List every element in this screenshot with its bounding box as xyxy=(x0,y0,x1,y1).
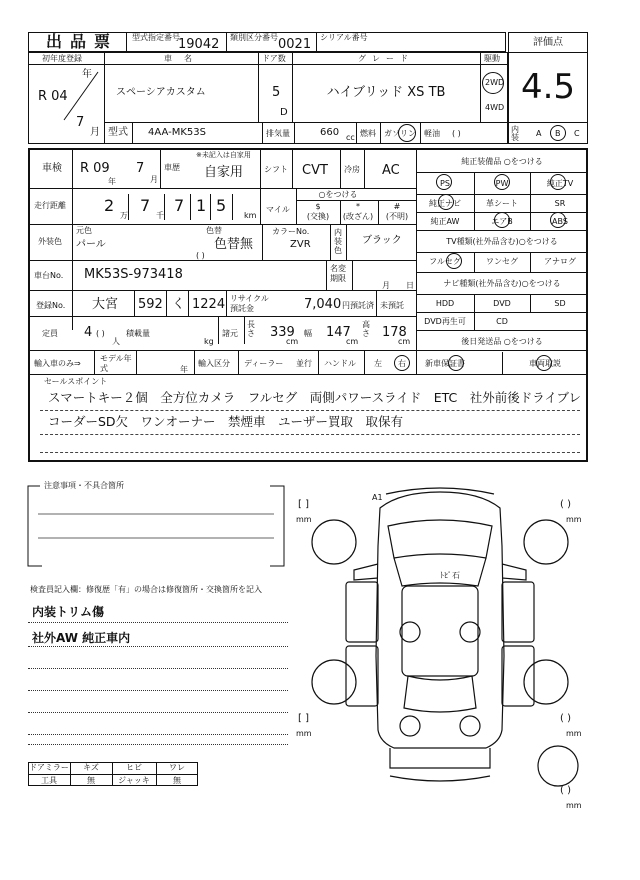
mileage-man: 万 xyxy=(120,211,128,220)
sekisai-kg: kg xyxy=(204,337,214,346)
capacity-value: 4 xyxy=(84,325,93,340)
serial-label: シリアル番号 xyxy=(320,33,368,42)
navi-dvd: DVD xyxy=(493,299,511,308)
naisou-value: ブラック xyxy=(362,235,402,246)
taka-value: 178 xyxy=(382,325,407,340)
legend-h4: ワレ xyxy=(169,763,185,772)
import-kubun-label: 輸入区分 xyxy=(198,359,230,368)
legend-r1: 工具 xyxy=(41,776,57,785)
grade-label: グレード xyxy=(358,54,414,63)
equip-navi: 純正ナビ xyxy=(429,199,461,208)
capacity-label: 定員 xyxy=(42,329,58,338)
mileage-d5: 5 xyxy=(216,196,227,215)
notes-line2: 社外AW 純正車内 xyxy=(32,631,131,645)
ast-mark: * xyxy=(356,202,360,211)
kaizan-label: (改ざん) xyxy=(342,212,374,221)
score-value: 4.5 xyxy=(520,67,576,107)
tsukeru-note: ○をつける xyxy=(318,190,358,199)
ruibetsu-label: 類別区分番号 xyxy=(230,33,278,42)
bracket-fr: ( ) xyxy=(560,499,571,510)
form-title: 出品票 xyxy=(46,32,119,51)
naiso-a: A xyxy=(536,129,542,138)
mileage-d3: 7 xyxy=(174,196,185,215)
recycle-miyotaku: 未預託 xyxy=(380,301,404,310)
equip-abs: ABS xyxy=(552,217,568,226)
moto-value: パール xyxy=(76,239,106,250)
katashitei-label: 型式指定番号 xyxy=(132,33,180,42)
legend-r3: ジャッキ xyxy=(118,776,150,785)
later-manual-circle xyxy=(536,355,552,371)
first-reg-label: 初年度登録 xyxy=(42,54,82,63)
bracket-spare: ( ) xyxy=(560,785,571,796)
inspector-label: 検査員記入欄：修復歴「有」の場合は修復箇所・交換箇所を記入 xyxy=(30,585,262,594)
car-name-label: 車名 xyxy=(164,54,204,63)
equip-sr: SR xyxy=(554,199,566,208)
reibou-value: AC xyxy=(382,163,400,178)
chassis-label: 車台No. xyxy=(34,271,64,280)
haba-cm: cm xyxy=(346,337,359,346)
mm-spare: mm xyxy=(566,801,582,810)
tv-fullseg: フルセグ xyxy=(429,257,461,266)
equip-navi-circle xyxy=(438,194,454,210)
recycle-label: リサイクル預託金 xyxy=(230,294,269,313)
fuel-gasoline: ガソリン xyxy=(384,129,416,138)
naga-value: 339 xyxy=(270,325,295,340)
model-value: 4AA-MK53S xyxy=(148,127,206,138)
displacement-cc: cc xyxy=(346,133,355,142)
drive-2wd: 2WD xyxy=(485,78,505,87)
navi-hdd: HDD xyxy=(435,299,455,308)
notes-line1: 内装トリム傷 xyxy=(32,605,105,619)
first-reg-nen: 年 xyxy=(82,69,92,80)
tv-analog: アナログ xyxy=(544,257,576,266)
diagram-hiishi: ﾄﾋﾟ石 xyxy=(440,571,460,580)
reibou-label: 冷房 xyxy=(344,165,360,174)
reg-kana: く xyxy=(172,297,186,312)
legend-h2: キズ xyxy=(83,763,99,772)
sales-label: セールスポイント xyxy=(44,377,108,386)
color-no-label: カラーNo. xyxy=(272,227,310,236)
haba-label: 幅 xyxy=(304,329,312,338)
doors-label: ドア数 xyxy=(262,54,286,63)
car-damage-diagram xyxy=(290,486,600,816)
shaken-nen: 年 xyxy=(108,177,116,186)
import-label: 輸入車のみ⇒ xyxy=(34,359,81,368)
mm-fl: mm xyxy=(296,515,312,524)
shogen-label: 諸元 xyxy=(222,329,238,338)
fumei-label: (不明) xyxy=(385,212,409,221)
doors-value: 5 xyxy=(272,85,281,100)
moto-label: 元色 xyxy=(76,226,92,235)
shaken-value: R 09 xyxy=(80,161,110,176)
navi-cd: CD xyxy=(496,317,508,326)
handle-right: 右 xyxy=(398,359,406,368)
shaken-tsuki: 月 xyxy=(150,175,158,184)
diagram-a1: A1 xyxy=(372,493,383,502)
meihen-hi: 日 xyxy=(406,281,414,290)
reki-note: ※未記入は自家用 xyxy=(196,151,251,159)
bracket-rl: [ ] xyxy=(298,713,309,724)
katashitei-value: 19042 xyxy=(178,37,220,52)
equip-title: 純正装備品 ○をつける xyxy=(461,157,543,166)
shaken-label: 車検 xyxy=(42,163,62,174)
dollar-mark: $ xyxy=(315,202,321,211)
recycle-value: 7,040 xyxy=(304,297,342,312)
gaisou-label: 外装色 xyxy=(38,237,62,246)
import-heikou: 並行 xyxy=(296,359,312,368)
mm-fr: mm xyxy=(566,515,582,524)
reg-num2: 1224 xyxy=(192,297,226,312)
haba-value: 147 xyxy=(326,325,351,340)
later-title: 後日発送品 ○をつける xyxy=(461,337,543,346)
displacement-label: 排気量 xyxy=(266,129,290,138)
later-warranty-circle xyxy=(448,355,464,371)
keiyu-bracket: ( ) xyxy=(452,129,461,138)
shaken-month: 7 xyxy=(136,161,145,176)
keiyu-label: 軽油 xyxy=(424,129,440,138)
recycle-suffix: 円預託済 xyxy=(342,301,374,310)
navi-dvdplay: DVD再生可 xyxy=(424,317,466,326)
fuel-label: 燃料 xyxy=(360,129,376,138)
sekisai-label: 積載量 xyxy=(126,329,150,338)
capacity-nin: 人 xyxy=(112,337,120,346)
navi-sd: SD xyxy=(554,299,566,308)
door-type: D xyxy=(280,107,288,118)
mileage-d2: 7 xyxy=(140,196,151,215)
equip-tv-circle xyxy=(550,174,566,190)
equip-aw: 純正AW xyxy=(430,217,460,226)
equip-airbag-circle xyxy=(494,212,510,228)
reg-area: 大宮 xyxy=(92,297,119,312)
mileage-label: 走行距離 xyxy=(34,201,66,210)
notes-bracket xyxy=(24,480,294,570)
mm-rr: mm xyxy=(566,729,582,738)
equip-tv: 純正TV xyxy=(546,179,574,188)
sales-line2: コーダーSD欠 ワンオーナー 禁煙車 ユーザー買取 取保有 xyxy=(48,414,404,429)
reg-label: 登録No. xyxy=(36,301,66,310)
equip-ps: PS xyxy=(440,179,450,188)
irokae-label: 色替 xyxy=(206,226,222,235)
car-name: スペーシアカスタム xyxy=(116,87,206,98)
drive-4wd: 4WD xyxy=(485,103,505,112)
mileage-d1: 2 xyxy=(104,196,115,215)
color-no-value: ZVR xyxy=(290,239,311,250)
naiso-label: 内装 xyxy=(511,125,519,142)
tv-title: TV種類(社外品含む)○をつける xyxy=(446,237,558,246)
meihen-tsuki: 月 xyxy=(382,281,390,290)
later-manual: 車両取説 xyxy=(529,359,561,368)
import-dealer: ディーラー xyxy=(244,359,284,368)
naga-label: 長さ xyxy=(247,320,255,338)
first-reg-tsuki: 月 xyxy=(90,127,100,138)
capacity-paren: ( ) xyxy=(96,329,105,338)
equip-airbag: エアB xyxy=(491,217,513,226)
chassis-value: MK53S-973418 xyxy=(84,267,183,282)
displacement-value: 660 xyxy=(320,127,340,138)
fuel-circle xyxy=(398,124,416,142)
mile-label: マイル xyxy=(266,205,290,214)
first-reg-era: R 04 xyxy=(38,89,68,104)
shift-value: CVT xyxy=(302,163,328,178)
reki-value: 自家用 xyxy=(204,165,244,180)
shift-label: シフト xyxy=(264,165,288,174)
naiso-c: C xyxy=(574,129,580,138)
model-label: 型式 xyxy=(108,127,128,138)
legend-r2: 無 xyxy=(87,776,95,785)
equip-abs-circle xyxy=(550,212,566,228)
later-warranty: 新車保証書 xyxy=(425,359,465,368)
legend-h3: ヒビ xyxy=(126,763,142,772)
reg-num1: 592 xyxy=(138,297,163,312)
irokae-paren: ( ) xyxy=(196,251,205,260)
hash-mark: # xyxy=(393,202,401,211)
naiso-b: B xyxy=(555,129,561,138)
bracket-fl: [ ] xyxy=(298,499,309,510)
equip-leather: 革シート xyxy=(486,199,518,208)
drive-label: 駆動 xyxy=(484,54,500,63)
first-reg-month: 7 xyxy=(76,115,85,130)
mileage-km: km xyxy=(244,211,257,220)
equip-pw-circle xyxy=(494,174,510,190)
taka-label: 高さ xyxy=(362,320,370,338)
reki-label: 車歴 xyxy=(164,163,180,172)
grade-value: ハイブリッド XS TB xyxy=(326,85,446,100)
mileage-d4: 1 xyxy=(196,196,207,215)
meihen-label: 名変期限 xyxy=(330,264,346,283)
model-year-nen: 年 xyxy=(180,365,188,374)
ruibetsu-value: 0021 xyxy=(278,37,312,52)
tv-oneseg: ワンセグ xyxy=(486,257,518,266)
tv-fullseg-circle xyxy=(446,253,462,269)
navi-title: ナビ種類(社外品含む)○をつける xyxy=(443,279,561,288)
naisou-label: 内装色 xyxy=(334,228,342,255)
notes-label: 注意事項・不具合箇所 xyxy=(44,481,124,490)
equip-ps-circle xyxy=(436,174,452,190)
mileage-sen: 千 xyxy=(156,211,164,220)
sales-line1: スマートキー２個 全方位カメラ フルセグ 両側パワースライド ETC 社外前後ドライブレ xyxy=(48,390,582,405)
equip-pw: PW xyxy=(495,179,509,188)
koukan-label: (交換) xyxy=(306,212,330,221)
bracket-rr: ( ) xyxy=(560,713,571,724)
legend-h1: ドアミラー xyxy=(29,763,69,772)
model-year-label: モデル年式 xyxy=(100,354,132,373)
irokae-value: 色替無 xyxy=(214,237,254,252)
legend-r4: 無 xyxy=(173,776,181,785)
handle-left: 左 xyxy=(374,359,382,368)
handle-label: ハンドル xyxy=(324,359,356,368)
score-label: 評価点 xyxy=(533,37,563,48)
taka-cm: cm xyxy=(398,337,411,346)
naga-cm: cm xyxy=(286,337,299,346)
mm-rl: mm xyxy=(296,729,312,738)
